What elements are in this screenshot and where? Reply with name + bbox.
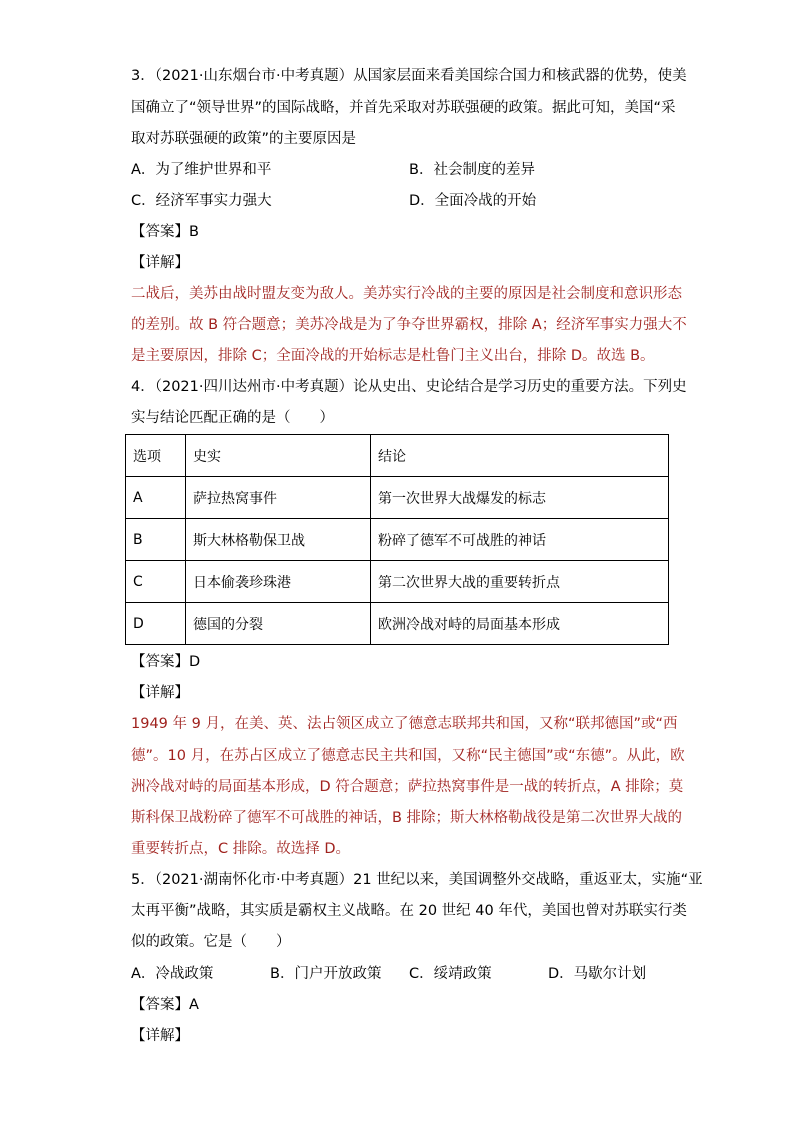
q3-option-d: D．全面冷战的开始 bbox=[409, 193, 537, 209]
q3-option-a: A．为了维护世界和平 bbox=[131, 162, 272, 178]
table-cell: C bbox=[126, 561, 186, 603]
q3-detail-line-1: 二战后，美苏由战时盟友变为敌人。美苏实行冷战的主要的原因是社会制度和意识形态 bbox=[131, 286, 682, 302]
table-header-cell: 结论 bbox=[371, 435, 669, 477]
table-cell: 第一次世界大战爆发的标志 bbox=[371, 477, 669, 519]
table-cell: 日本偷袭珍珠港 bbox=[186, 561, 371, 603]
q5-stem-line-3: 似的政策。它是（ ） bbox=[131, 934, 291, 950]
table-header-cell: 选项 bbox=[126, 435, 186, 477]
table-row bbox=[126, 603, 669, 645]
q5-stem-line-2: 太再平衡”战略，其实质是霸权主义战略。在 20 世纪 40 年代，美国也曾对苏联实行类 bbox=[131, 903, 687, 919]
q5-option-d: D．马歇尔计划 bbox=[548, 966, 647, 982]
table-cell: 萨拉热窝事件 bbox=[186, 477, 371, 519]
q3-stem-line-1: 3．（2021·山东烟台市·中考真题）从国家层面来看美国综合国力和核武器的优势，使美 bbox=[131, 68, 687, 84]
table-cell: D bbox=[126, 603, 186, 645]
q3-stem-line-2: 国确立了“领导世界”的国际战略，并首先采取对苏联强硬的政策。据此可知，美国“采 bbox=[131, 100, 676, 116]
q5-option-a: A．冷战政策 bbox=[131, 966, 214, 982]
q4-stem-line-1: 4．（2021·四川达州市·中考真题）论从史出、史论结合是学习历史的重要方法。下列史 bbox=[131, 379, 687, 395]
q3-stem-line-3: 取对苏联强硬的政策”的主要原因是 bbox=[131, 131, 357, 147]
q3-detail-line-2: 的差别。故 B 符合题意；美苏冷战是为了争夺世界霸权，排除 A；经济军事实力强大不 bbox=[131, 317, 687, 333]
q5-answer: 【答案】A bbox=[131, 997, 199, 1013]
q3-answer: 【答案】B bbox=[131, 224, 199, 240]
table-row bbox=[126, 561, 669, 603]
q4-detail-line-5: 重要转折点，C 排除。故选择 D。 bbox=[131, 841, 351, 857]
q5-option-b: B．门户开放政策 bbox=[270, 966, 382, 982]
q4-detail-line-4: 斯科保卫战粉碎了德军不可战胜的神话，B 排除；斯大林格勒战役是第二次世界大战的 bbox=[131, 810, 683, 826]
q3-detail-line-3: 是主要原因，排除 C；全面冷战的开始标志是杜鲁门主义出台，排除 D。故选 B。 bbox=[131, 348, 655, 364]
q5-option-c: C．绥靖政策 bbox=[409, 966, 492, 982]
table-cell: A bbox=[126, 477, 186, 519]
q4-answer: 【答案】D bbox=[131, 654, 201, 670]
q4-stem-line-2: 实与结论匹配正确的是（ ） bbox=[131, 410, 334, 426]
q4-detail-line-1: 1949 年 9 月，在美、英、法占领区成立了德意志联邦共和国，又称“联邦德国”或“西 bbox=[131, 716, 678, 732]
table-cell: 第二次世界大战的重要转折点 bbox=[371, 561, 669, 603]
table-row bbox=[126, 477, 669, 519]
table-cell: 德国的分裂 bbox=[186, 603, 371, 645]
q5-detail-label: 【详解】 bbox=[131, 1028, 189, 1044]
q3-detail-label: 【详解】 bbox=[131, 255, 189, 271]
q4-detail-line-3: 洲冷战对峙的局面基本形成，D 符合题意；萨拉热窝事件是一战的转折点，A 排除；莫 bbox=[131, 779, 684, 795]
table-cell: 粉碎了德军不可战胜的神话 bbox=[371, 519, 669, 561]
q4-table bbox=[125, 434, 669, 645]
table-cell: B bbox=[126, 519, 186, 561]
q3-option-b: B．社会制度的差异 bbox=[409, 162, 535, 178]
table-cell: 斯大林格勒保卫战 bbox=[186, 519, 371, 561]
table-header-cell: 史实 bbox=[186, 435, 371, 477]
q3-option-c: C．经济军事实力强大 bbox=[131, 193, 272, 209]
q5-stem-line-1: 5．（2021·湖南怀化市·中考真题）21 世纪以来，美国调整外交战略，重返亚太，实施“亚 bbox=[131, 872, 703, 888]
table-header-row bbox=[126, 435, 669, 477]
table-cell: 欧洲冷战对峙的局面基本形成 bbox=[371, 603, 669, 645]
table-row bbox=[126, 519, 669, 561]
q4-detail-line-2: 德”。10 月，在苏占区成立了德意志民主共和国，又称“民主德国”或“东德”。从此，欧 bbox=[131, 748, 685, 764]
q4-detail-label: 【详解】 bbox=[131, 685, 189, 701]
